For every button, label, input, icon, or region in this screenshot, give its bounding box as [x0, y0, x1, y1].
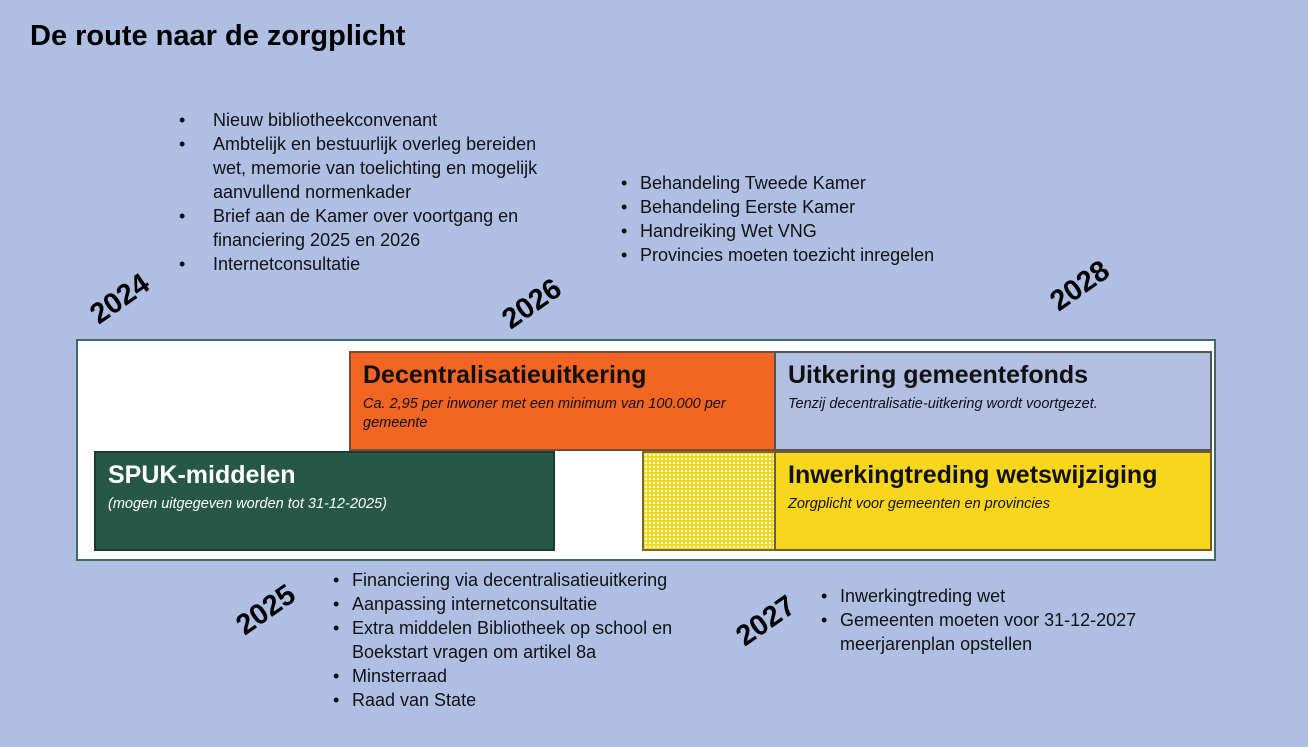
- list-item: • Behandeling Eerste Kamer: [617, 195, 1017, 219]
- list-item: • Aanpassing internetconsultatie: [329, 592, 729, 616]
- block-heading: Inwerkingtreding wetswijziging: [788, 461, 1158, 489]
- page-title: De route naar de zorgplicht: [30, 20, 406, 52]
- list-item: • Raad van State: [329, 688, 729, 712]
- block-subtitle: (mogen uitgegeven worden tot 31-12-2025): [108, 496, 387, 512]
- spuk-middelen-block: [94, 451, 555, 551]
- year-label-2024: 2024: [84, 267, 156, 331]
- list-item: • Minsterraad: [329, 664, 729, 688]
- block-subtitle: Tenzij decentralisatie-uitkering wordt voortgezet.: [788, 396, 1098, 412]
- list-item: • Nieuw bibliotheekconvenant: [175, 108, 565, 132]
- list-item: • Financiering via decentralisatieuitkering: [329, 568, 729, 592]
- list-item: • Provincies moeten toezicht inregelen: [617, 243, 1017, 267]
- block-subtitle: Ca. 2,95 per inwoner met een minimum van 100.000 per gemeente: [363, 396, 726, 431]
- decentralisatieuitkering-block: [349, 351, 776, 451]
- block-heading: Uitkering gemeentefonds: [788, 361, 1089, 389]
- notes-2027-list: [817, 584, 1187, 656]
- list-item: • Ambtelijk en bestuurlijk overleg bereiden wet, memorie van toelichting en mogelijk aanvullend normenkader: [175, 132, 565, 204]
- year-label-2026: 2026: [496, 272, 568, 336]
- notes-2026-list: [617, 171, 1017, 267]
- list-item: • Behandeling Tweede Kamer: [617, 171, 1017, 195]
- block-heading: Decentralisatieuitkering: [363, 361, 647, 389]
- notes-2025-list: [329, 568, 729, 712]
- list-item: • Handreiking Wet VNG: [617, 219, 1017, 243]
- uitkering-gemeentefonds-block: [774, 351, 1212, 451]
- notes-2024-list: [175, 108, 565, 276]
- inwerkingtreding-wetswijziging-block: [774, 451, 1212, 551]
- list-item: • Extra middelen Bibliotheek op school en Boekstart vragen om artikel 8a: [329, 616, 729, 664]
- block-heading: SPUK-middelen: [108, 461, 296, 489]
- list-item: • Inwerkingtreding wet: [817, 584, 1187, 608]
- list-item: • Gemeenten moeten voor 31-12-2027 meerjarenplan opstellen: [817, 608, 1187, 656]
- list-item: • Internetconsultatie: [175, 252, 565, 276]
- year-label-2027: 2027: [730, 589, 802, 653]
- list-item: • Brief aan de Kamer over voortgang en financiering 2025 en 2026: [175, 204, 565, 252]
- transition-dotted-block: [642, 451, 776, 551]
- block-subtitle: Zorgplicht voor gemeenten en provincies: [788, 496, 1050, 512]
- year-label-2025: 2025: [230, 578, 302, 642]
- year-label-2028: 2028: [1044, 254, 1116, 318]
